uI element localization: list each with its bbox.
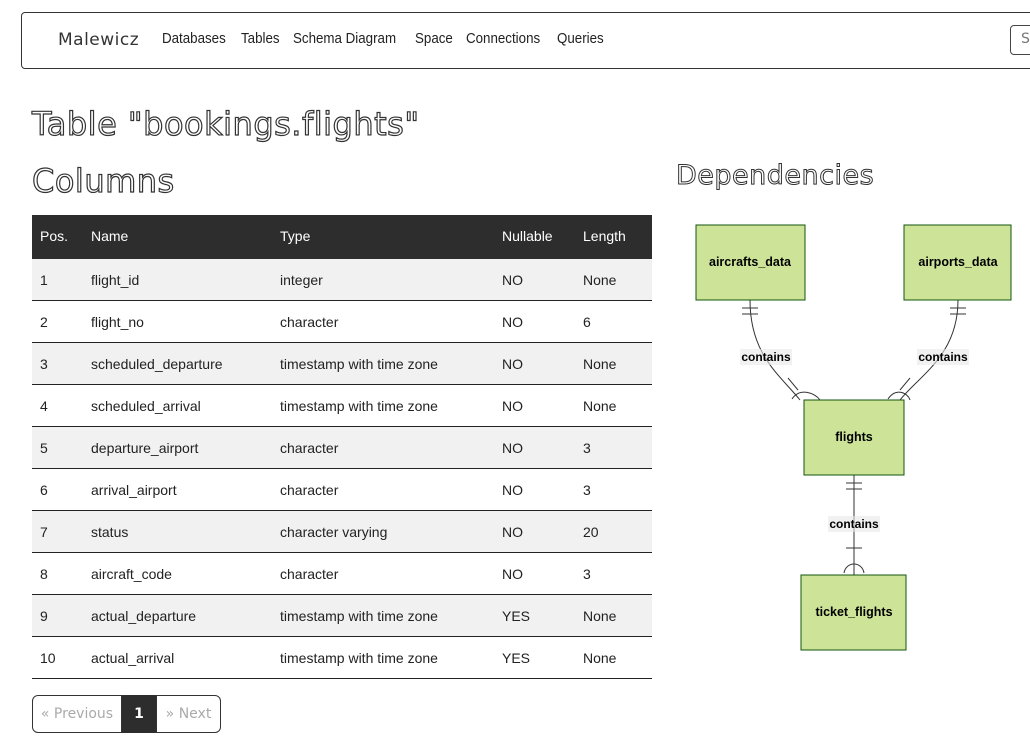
edge-label-airports bbox=[917, 349, 969, 365]
cell-nullable: NO bbox=[494, 385, 575, 427]
nav-link-tables[interactable]: Tables bbox=[241, 31, 280, 47]
cell-type: timestamp with time zone bbox=[272, 637, 494, 679]
table-row bbox=[32, 511, 652, 553]
cell-pos: 4 bbox=[32, 385, 83, 427]
table-row bbox=[32, 595, 652, 637]
header-length[interactable]: Length bbox=[575, 215, 652, 258]
node-aircrafts-data[interactable] bbox=[696, 225, 805, 300]
cell-pos: 5 bbox=[32, 427, 83, 469]
table-row bbox=[32, 553, 652, 595]
cell-type: character varying bbox=[272, 511, 494, 553]
table-row bbox=[32, 427, 652, 469]
node-label: ticket_flights bbox=[815, 605, 893, 619]
edge-label-text: contains bbox=[741, 350, 791, 364]
page-1-button[interactable]: 1 bbox=[122, 695, 156, 733]
cell-length: None bbox=[575, 385, 652, 427]
cell-length: 6 bbox=[575, 301, 652, 343]
nav-link-databases[interactable]: Databases bbox=[162, 31, 226, 47]
cell-nullable: YES bbox=[494, 595, 575, 637]
cell-name: flight_id bbox=[83, 258, 272, 301]
table-row bbox=[32, 258, 652, 301]
cell-type: character bbox=[272, 469, 494, 511]
table-row bbox=[32, 385, 652, 427]
search-input[interactable]: S bbox=[1010, 25, 1030, 55]
cell-name: actual_arrival bbox=[83, 637, 272, 679]
cell-nullable: NO bbox=[494, 469, 575, 511]
cell-pos: 8 bbox=[32, 553, 83, 595]
previous-page-button[interactable]: « Previous bbox=[32, 695, 122, 733]
cell-pos: 6 bbox=[32, 469, 83, 511]
cell-name: aircraft_code bbox=[83, 553, 272, 595]
table-row bbox=[32, 343, 652, 385]
cell-pos: 2 bbox=[32, 301, 83, 343]
edge-label-aircrafts bbox=[740, 349, 792, 365]
cell-type: timestamp with time zone bbox=[272, 343, 494, 385]
page-title: Table "bookings.flights" bbox=[32, 105, 420, 143]
cell-length: 3 bbox=[575, 427, 652, 469]
cell-type: character bbox=[272, 301, 494, 343]
cell-pos: 10 bbox=[32, 637, 83, 679]
cell-pos: 1 bbox=[32, 258, 83, 301]
columns-table bbox=[32, 215, 652, 679]
header-pos[interactable]: Pos. bbox=[32, 215, 83, 258]
cell-name: departure_airport bbox=[83, 427, 272, 469]
cell-type: timestamp with time zone bbox=[272, 385, 494, 427]
table-header-row bbox=[32, 215, 652, 258]
cell-length: 3 bbox=[575, 553, 652, 595]
node-label: flights bbox=[835, 430, 873, 444]
edge-label-ticket-flights bbox=[828, 516, 880, 532]
cell-nullable: YES bbox=[494, 637, 575, 679]
header-type[interactable]: Type bbox=[272, 215, 494, 258]
cell-type: character bbox=[272, 427, 494, 469]
cell-name: scheduled_arrival bbox=[83, 385, 272, 427]
cell-nullable: NO bbox=[494, 553, 575, 595]
cell-nullable: NO bbox=[494, 427, 575, 469]
cell-name: actual_departure bbox=[83, 595, 272, 637]
cell-pos: 3 bbox=[32, 343, 83, 385]
header-nullable[interactable]: Nullable bbox=[494, 215, 575, 258]
table-row bbox=[32, 469, 652, 511]
edge-label-text: contains bbox=[918, 350, 968, 364]
cell-length: 3 bbox=[575, 469, 652, 511]
node-airports-data[interactable] bbox=[904, 225, 1011, 300]
nav-link-space[interactable]: Space bbox=[415, 31, 454, 47]
header-name[interactable]: Name bbox=[83, 215, 272, 258]
cell-length: None bbox=[575, 595, 652, 637]
brand-logo[interactable]: Malewicz bbox=[58, 30, 140, 50]
cell-name: flight_no bbox=[83, 301, 272, 343]
dependency-diagram bbox=[670, 215, 1030, 660]
nav-link-schema-diagram[interactable]: Schema Diagram bbox=[293, 31, 397, 47]
node-label: airports_data bbox=[918, 255, 998, 269]
nav-links bbox=[162, 31, 618, 47]
next-page-button[interactable]: » Next bbox=[156, 695, 221, 733]
dependencies-heading: Dependencies bbox=[676, 160, 875, 191]
navbar bbox=[21, 12, 1030, 69]
cell-pos: 7 bbox=[32, 511, 83, 553]
nav-link-connections[interactable]: Connections bbox=[466, 31, 541, 47]
cell-type: character bbox=[272, 553, 494, 595]
cell-pos: 9 bbox=[32, 595, 83, 637]
cell-nullable: NO bbox=[494, 511, 575, 553]
cell-length: None bbox=[575, 637, 652, 679]
cell-type: integer bbox=[272, 258, 494, 301]
cell-type: timestamp with time zone bbox=[272, 595, 494, 637]
cell-nullable: NO bbox=[494, 301, 575, 343]
cell-name: status bbox=[83, 511, 272, 553]
columns-heading: Columns bbox=[32, 162, 175, 200]
node-label: aircrafts_data bbox=[709, 255, 791, 269]
node-ticket-flights[interactable] bbox=[801, 575, 906, 650]
cell-nullable: NO bbox=[494, 258, 575, 301]
cell-length: None bbox=[575, 343, 652, 385]
cell-length: 20 bbox=[575, 511, 652, 553]
cell-length: None bbox=[575, 258, 652, 301]
pagination bbox=[32, 695, 221, 735]
edge-label-text: contains bbox=[829, 517, 879, 531]
cell-name: scheduled_departure bbox=[83, 343, 272, 385]
table-row bbox=[32, 301, 652, 343]
nav-link-queries[interactable]: Queries bbox=[557, 31, 604, 47]
node-flights[interactable] bbox=[804, 400, 904, 475]
cell-name: arrival_airport bbox=[83, 469, 272, 511]
table-row bbox=[32, 637, 652, 679]
cell-nullable: NO bbox=[494, 343, 575, 385]
